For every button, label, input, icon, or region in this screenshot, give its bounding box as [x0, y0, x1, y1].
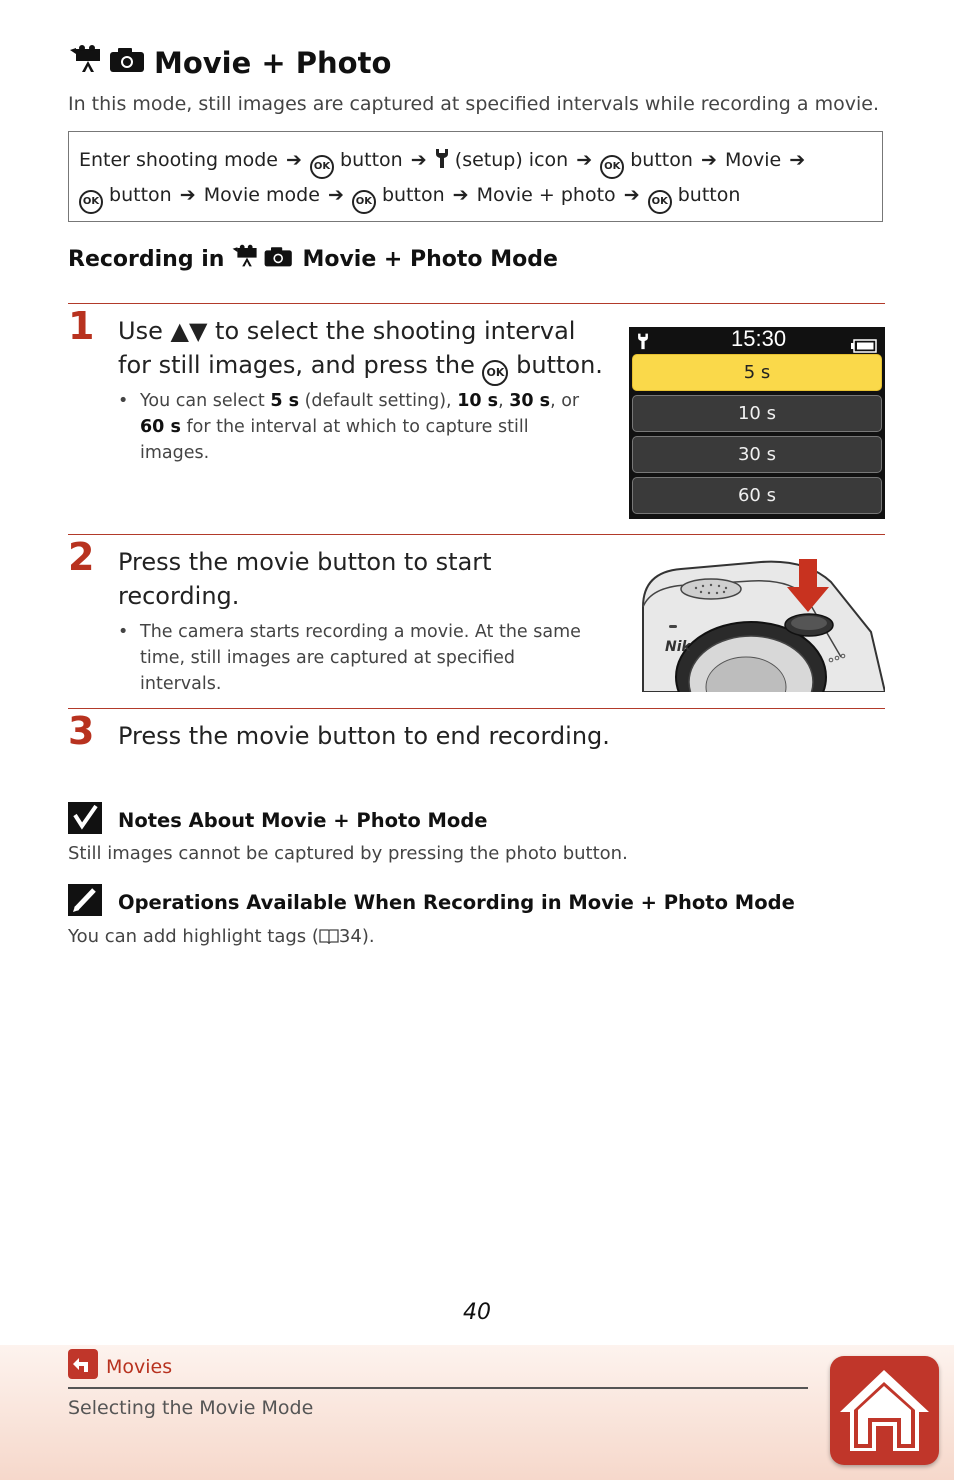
arrow-right-icon: ➔	[410, 149, 427, 171]
step-number: 2	[68, 535, 95, 579]
movie-photo-mode-icon	[68, 44, 148, 81]
arrow-right-icon: ➔	[179, 184, 196, 206]
note-title: Operations Available When Recording in Movie + Photo Mode	[118, 891, 795, 914]
movie-photo-mode-icon	[230, 244, 296, 274]
step-1-bullet: • You can select 5 s (default setting), 10 s, 30 s, or 60 s for the interval at which to capture still images.	[118, 391, 580, 463]
ok-button-icon: OK	[482, 360, 508, 386]
arrow-right-icon: ➔	[576, 149, 593, 171]
up-down-arrows-icon: ▲▼	[170, 317, 208, 345]
section-heading: Recording in Movie + Photo Mode	[68, 244, 558, 274]
arrow-right-icon: ➔	[623, 184, 640, 206]
interval-option-60s[interactable]: 60 s	[632, 477, 882, 514]
home-icon	[830, 1450, 939, 1469]
menu-path-box	[68, 131, 883, 222]
menu-path-line-1: Enter shooting mode ➔ OK button ➔ (setup) icon ➔ OK button ➔ Movie ➔	[79, 144, 872, 179]
interval-option-10s[interactable]: 10 s	[632, 395, 882, 432]
lcd-clock: 15:30	[731, 326, 787, 351]
step-2-bullet: • The camera starts recording a movie. At the same time, still images are captured at specified intervals.	[118, 622, 581, 694]
interval-option-5s[interactable]: 5 s	[632, 354, 882, 391]
ok-button-icon: OK	[600, 155, 624, 179]
step-divider	[68, 534, 885, 535]
interval-option-30s[interactable]: 30 s	[632, 436, 882, 473]
setup-wrench-icon	[435, 149, 455, 171]
step-divider	[68, 303, 885, 304]
step-2-instruction: Press the movie button to start recording.	[118, 548, 492, 610]
setup-wrench-icon	[637, 331, 649, 355]
step-number: 1	[68, 304, 95, 348]
ok-button-icon: OK	[352, 190, 376, 214]
ok-button-icon: OK	[310, 155, 334, 179]
back-arrow-icon	[68, 1349, 98, 1384]
note-text: You can add highlight tags ( 34).	[68, 926, 375, 947]
book-page-ref-icon	[319, 926, 339, 947]
arrow-right-icon: ➔	[452, 184, 469, 206]
page-reference-link[interactable]: 34	[338, 926, 362, 947]
arrow-right-icon: ➔	[700, 149, 717, 171]
camera-lcd-screen	[629, 327, 885, 519]
tip-pencil-icon	[68, 884, 102, 920]
arrow-right-icon: ➔	[286, 149, 302, 171]
footer-subsection: Selecting the Movie Mode	[68, 1397, 314, 1419]
camera-movie-button-illustration	[641, 557, 885, 692]
footer-section-link[interactable]: Movies	[68, 1349, 172, 1384]
step-3-instruction: Press the movie button to end recording.	[118, 722, 610, 750]
ok-button-icon: OK	[79, 190, 103, 214]
footer-divider	[68, 1387, 808, 1389]
note-title: Notes About Movie + Photo Mode	[118, 809, 488, 832]
menu-path-line-2: OK button ➔ Movie mode ➔ OK button ➔ Movie + photo ➔ OK button	[79, 179, 872, 214]
title-text: Movie + Photo	[154, 45, 392, 80]
home-button[interactable]	[830, 1356, 939, 1465]
step-number: 3	[68, 709, 95, 753]
camera-brand-text: Nik	[665, 639, 691, 655]
step-divider	[68, 708, 885, 709]
note-text: Still images cannot be captured by pressing the photo button.	[68, 843, 628, 864]
arrow-right-icon: ➔	[789, 149, 806, 171]
step-1-instruction: Use ▲▼ to select the shooting interval for still images, and press the OK button.	[118, 314, 608, 386]
page-number: 40	[463, 1300, 491, 1325]
intro-text: In this mode, still images are captured at specified intervals while recording a movie.	[68, 93, 879, 115]
caution-check-icon	[68, 802, 102, 838]
ok-button-icon: OK	[648, 190, 672, 214]
arrow-right-icon: ➔	[327, 184, 344, 206]
page-title	[68, 44, 391, 81]
